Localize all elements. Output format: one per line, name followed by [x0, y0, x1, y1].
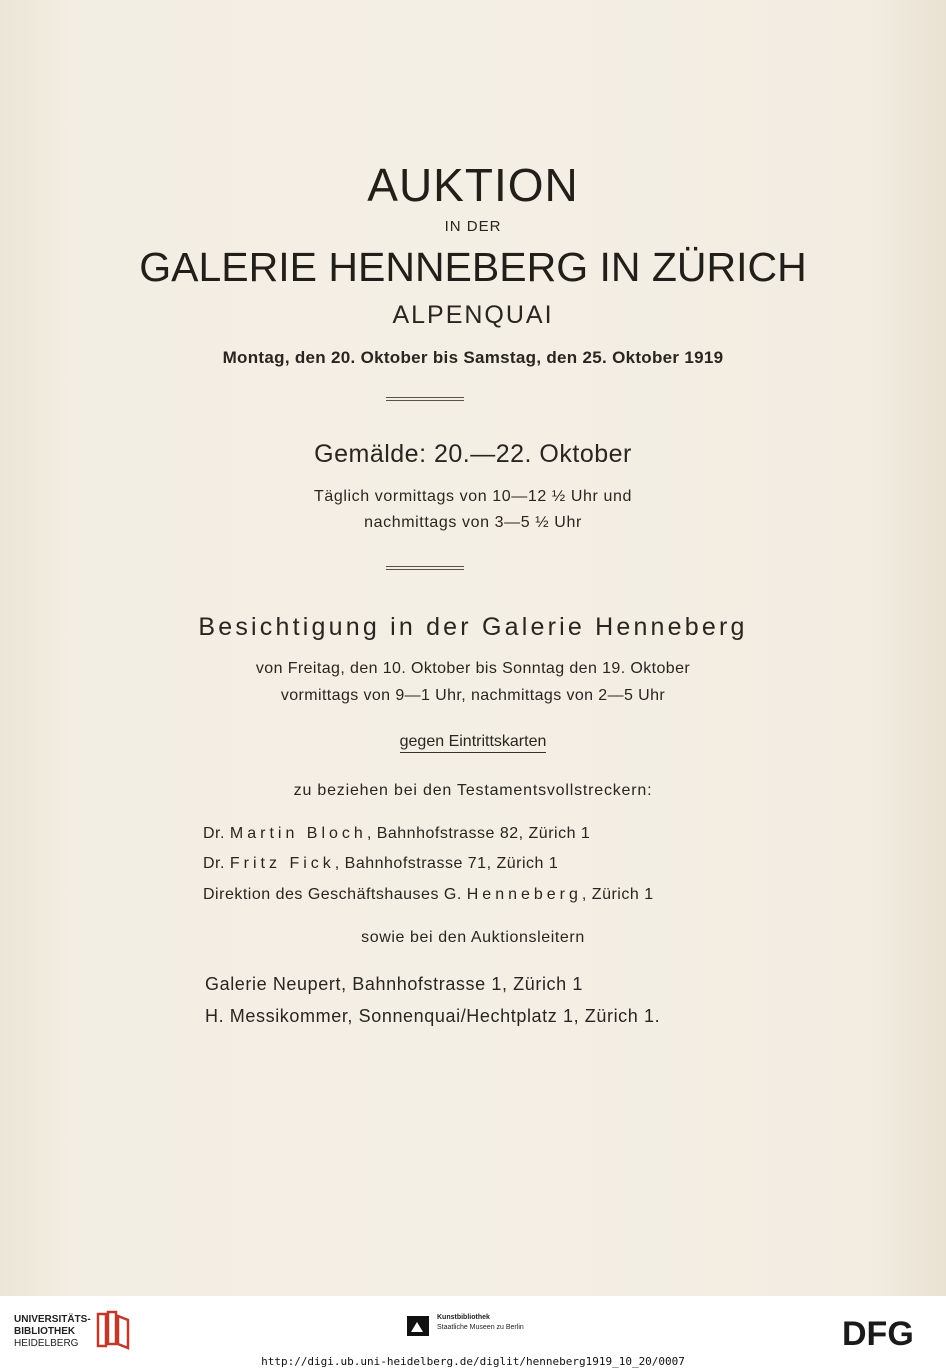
executor-prefix: Direktion des Geschäftshauses G.	[203, 886, 467, 903]
source-url[interactable]: http://digi.ub.uni-heidelberg.de/diglit/henneberg1919_10_20/0007	[261, 1355, 685, 1368]
dfg-logo-text: DFG	[842, 1315, 914, 1350]
executor-1	[203, 825, 590, 843]
ub-line-2: BIBLIOTHEK	[14, 1326, 76, 1337]
executor-prefix: Dr.	[203, 825, 230, 842]
title-location: ALPENQUAI	[392, 301, 554, 329]
kb-line-2: Staatliche Museen zu Berlin	[437, 1324, 524, 1331]
divider-2b	[386, 569, 464, 570]
title-gallery: GALERIE HENNEBERG IN ZÜRICH	[139, 244, 807, 290]
executor-address: , Zürich 1	[581, 886, 654, 903]
executor-prefix: Dr.	[203, 855, 230, 872]
executor-address: , Bahnhofstrasse 71, Zürich 1	[334, 855, 559, 872]
ub-heidelberg-label[interactable]	[14, 1314, 91, 1350]
auctioneer-2: H. Messikommer, Sonnenquai/Hechtplatz 1, Zürich 1.	[205, 1006, 661, 1026]
paintings-heading: Gemälde: 20.—22. Oktober	[314, 440, 632, 468]
divider-1	[386, 397, 464, 398]
kunstbibliothek-label	[437, 1313, 524, 1333]
paintings-hours-line-2: nachmittags von 3—5 ½ Uhr	[364, 514, 582, 531]
viewing-line-1: von Freitag, den 10. Oktober bis Sonntag den 19. Oktober	[255, 660, 691, 677]
footer-bar	[0, 1296, 946, 1371]
ub-logo-icon[interactable]	[96, 1310, 130, 1350]
executor-3	[203, 886, 654, 904]
viewing-line-2: vormittags von 9—1 Uhr, nachmittags von 2—5 Uhr	[280, 687, 666, 704]
title-auktion: AUKTION	[367, 159, 579, 211]
tickets-text: gegen Eintrittskarten	[400, 733, 547, 753]
kb-line-1: Kunstbibliothek	[437, 1314, 490, 1321]
viewing-heading: Besichtigung in der Galerie Henneberg	[198, 613, 748, 641]
dfg-logo-icon[interactable]	[842, 1314, 934, 1350]
executor-name: Henneberg	[466, 886, 582, 903]
tickets-note	[0, 733, 946, 751]
auction-dates: Montag, den 20. Oktober bis Samstag, den 25. Oktober 1919	[222, 348, 724, 367]
ub-line-3: HEIDELBERG	[14, 1338, 79, 1349]
also-at: sowie bei den Auktionsleitern	[361, 929, 585, 946]
executor-address: , Bahnhofstrasse 82, Zürich 1	[366, 825, 591, 842]
executor-2	[203, 855, 558, 873]
kunstbibliothek-logo-icon[interactable]	[405, 1312, 433, 1340]
title-in-der: IN DER	[444, 218, 502, 235]
divider-2	[386, 566, 464, 567]
auctioneer-1: Galerie Neupert, Bahnhofstrasse 1, Zürich 1	[205, 974, 583, 994]
obtain-from: zu beziehen bei den Testamentsvollstreckern:	[293, 782, 653, 799]
ub-line-1: UNIVERSITÄTS-	[14, 1314, 91, 1325]
divider-1b	[386, 400, 464, 401]
executor-name: Fritz Fick	[229, 855, 335, 872]
executor-name: Martin Bloch	[229, 825, 367, 842]
paintings-hours-line-1: Täglich vormittags von 10—12 ½ Uhr und	[313, 488, 633, 505]
